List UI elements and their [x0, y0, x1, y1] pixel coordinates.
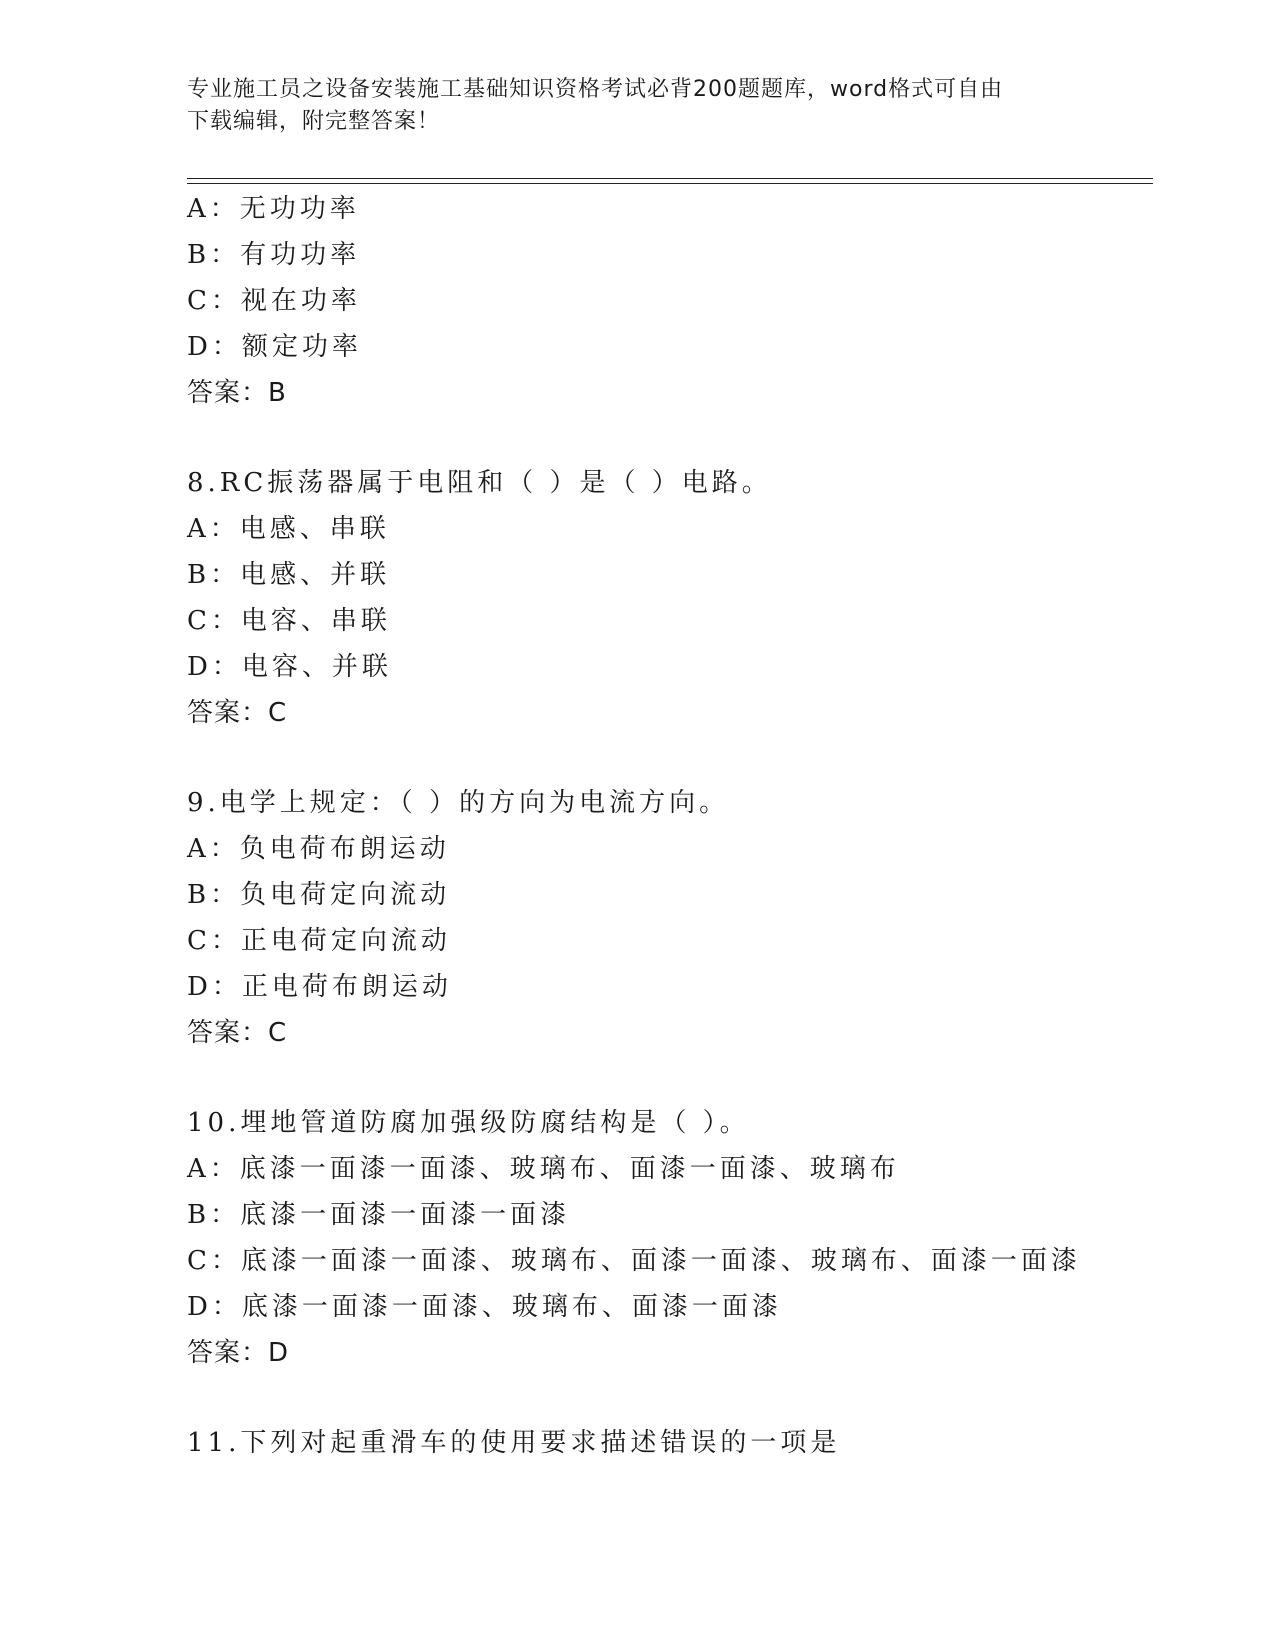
option-a: A：电感、串联	[187, 514, 390, 544]
option-d: D：电容、并联	[187, 652, 392, 682]
option-b: B：有功功率	[187, 240, 361, 270]
option-c: C：视在功率	[187, 286, 361, 316]
answer: 答案：B	[187, 378, 287, 408]
option-d: D：额定功率	[187, 332, 362, 362]
option-a: A：负电荷布朗运动	[187, 834, 450, 864]
answer: 答案：D	[187, 1338, 290, 1368]
header-line-2: 下载编辑，附完整答案！	[187, 109, 441, 134]
question-text: 10.埋地管道防腐加强级防腐结构是（ ）。	[187, 1108, 750, 1138]
option-b: B：负电荷定向流动	[187, 880, 451, 910]
option-a: A：无功功率	[187, 194, 360, 224]
option-b: B：底漆一面漆一面漆一面漆	[187, 1200, 571, 1230]
option-a: A：底漆一面漆一面漆、玻璃布、面漆一面漆、玻璃布	[187, 1154, 900, 1184]
question-block-10	[187, 1100, 1147, 1376]
question-text: 9.电学上规定：（ ）的方向为电流方向。	[187, 788, 730, 818]
document-header	[187, 74, 1067, 138]
question-text: 11.下列对起重滑车的使用要求描述错误的一项是	[187, 1428, 841, 1458]
answer: 答案：C	[187, 698, 288, 728]
question-text: 8.RC振荡器属于电阻和（ ）是（ ）电路。	[187, 468, 772, 498]
answer: 答案：C	[187, 1018, 288, 1048]
question-block-7	[187, 186, 1147, 416]
option-c: C：正电荷定向流动	[187, 926, 451, 956]
option-d: D：底漆一面漆一面漆、玻璃布、面漆一面漆	[187, 1292, 782, 1322]
question-block-8	[187, 460, 1147, 736]
question-list	[187, 186, 1147, 1466]
option-d: D：正电荷布朗运动	[187, 972, 452, 1002]
question-block-11	[187, 1420, 1147, 1466]
header-line-1: 专业施工员之设备安装施工基础知识资格考试必背200题题库，word格式可自由	[187, 77, 1004, 102]
header-rule-bottom	[187, 183, 1153, 184]
question-block-9	[187, 780, 1147, 1056]
option-c: C：电容、串联	[187, 606, 391, 636]
option-b: B：电感、并联	[187, 560, 391, 590]
option-c: C：底漆一面漆一面漆、玻璃布、面漆一面漆、玻璃布、面漆一面漆	[187, 1246, 1081, 1276]
header-rule-top	[187, 178, 1153, 179]
